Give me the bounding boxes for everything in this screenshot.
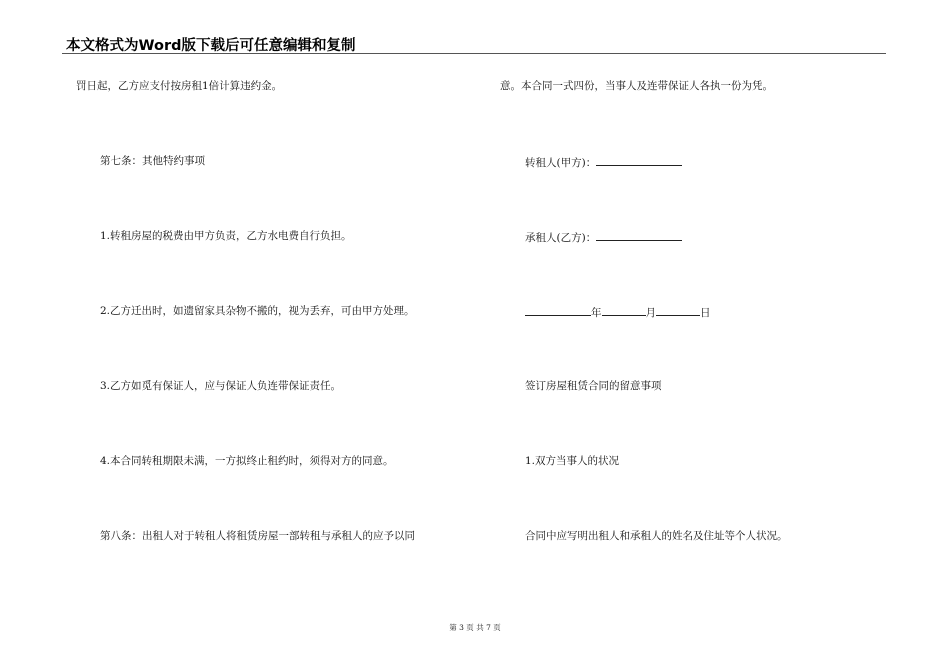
left-line-penalty: 罚日起，乙方应支付按房租1倍计算违约金。 xyxy=(76,80,283,92)
header-divider xyxy=(62,53,886,54)
date-line xyxy=(525,304,711,320)
year-blank xyxy=(525,304,591,316)
lessee-label: 承租人(乙方)： xyxy=(525,232,597,244)
right-line-copies: 意。本合同一式四份，当事人及连带保证人各执一份为凭。 xyxy=(500,80,773,92)
left-line-item-1: 1.转租房屋的税费由甲方负责，乙方水电费自行负担。 xyxy=(100,230,352,242)
document-header-title: 本文格式为Word版下载后可任意编辑和复制 xyxy=(66,38,356,54)
left-line-item-4: 4.本合同转租期限未满，一方拟终止租约时，须得对方的同意。 xyxy=(100,455,394,467)
lessee-signature-line xyxy=(525,229,682,245)
date-year-label: 年 xyxy=(591,307,602,319)
left-line-article-8: 第八条：出租人对于转租人将租赁房屋一部转租与承租人的应予以同 xyxy=(100,530,415,542)
left-line-item-3: 3.乙方如觅有保证人，应与保证人负连带保证责任。 xyxy=(100,380,342,392)
left-line-article-7: 第七条：其他特约事项 xyxy=(100,155,205,167)
date-month-label: 月 xyxy=(645,307,656,319)
right-line-contract-info: 合同中应写明出租人和承租人的姓名及住址等个人状况。 xyxy=(525,530,788,542)
day-blank xyxy=(656,304,700,316)
lessee-blank xyxy=(596,229,682,241)
month-blank xyxy=(602,304,646,316)
page-number-footer: 第 3 页 共 7 页 xyxy=(449,623,501,632)
left-line-item-2: 2.乙方迁出时，如遗留家具杂物不搬的，视为丢弃，可由甲方处理。 xyxy=(100,305,415,317)
sublessor-blank xyxy=(596,154,682,166)
sublessor-label: 转租人(甲方)： xyxy=(525,157,597,169)
sublessor-signature-line xyxy=(525,154,682,170)
right-line-parties: 1.双方当事人的状况 xyxy=(525,455,620,467)
right-line-notes-title: 签订房屋租赁合同的留意事项 xyxy=(525,380,662,392)
date-day-label: 日 xyxy=(700,307,711,319)
